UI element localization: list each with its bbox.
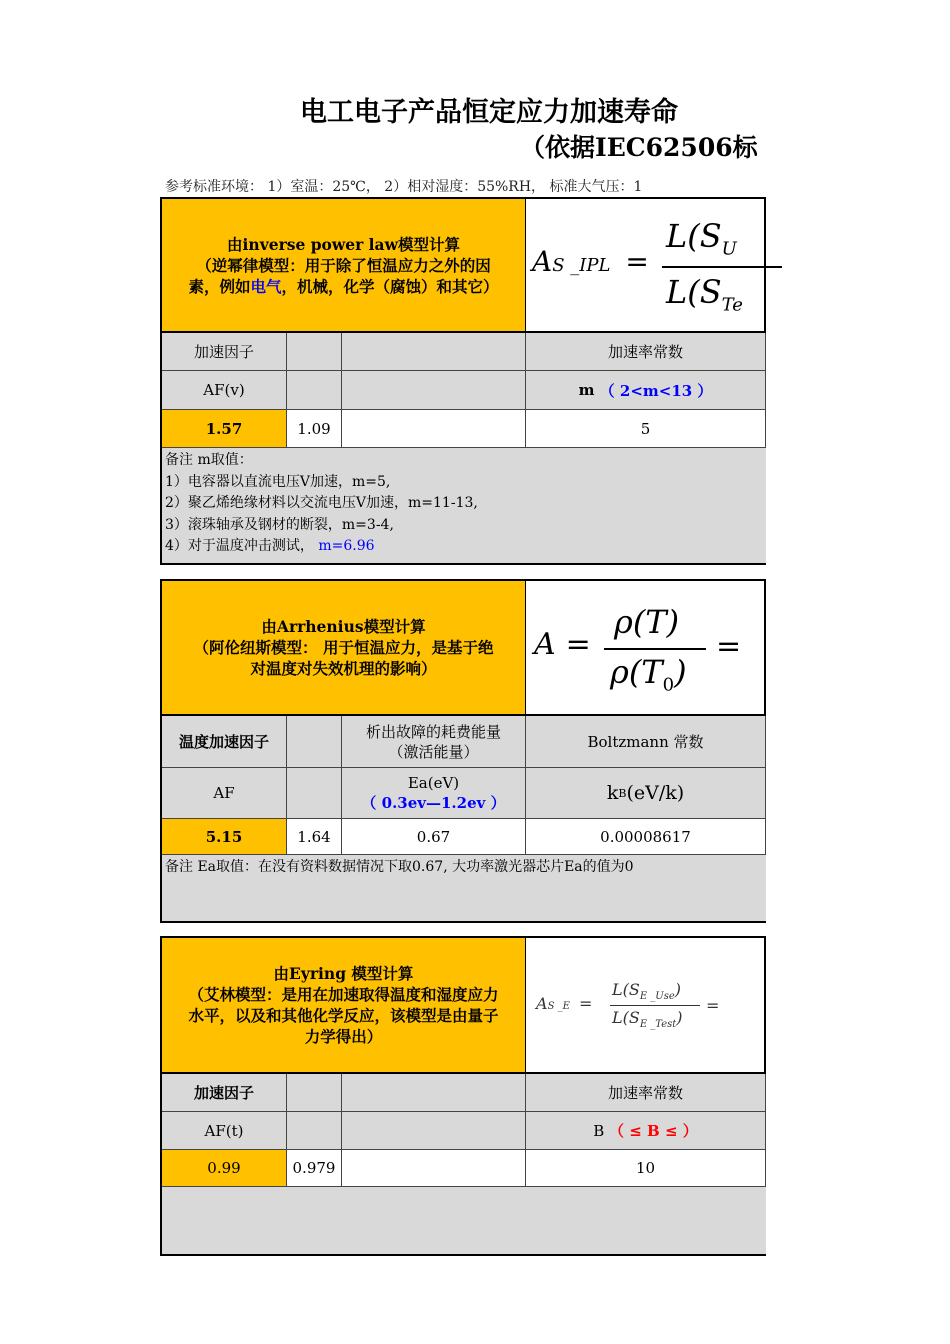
eyr-r3-c1-result: 0.99 bbox=[162, 1150, 287, 1187]
arr-r1-c3: 析出故障的耗费能量 （激活能量） bbox=[342, 716, 526, 768]
arr-header-line1: 由Arrhenius模型计算 bbox=[261, 617, 426, 636]
arr-header bbox=[160, 579, 527, 716]
ipl-r1-c2 bbox=[287, 333, 342, 371]
environment-text: 参考标准环境： 1）室温：25℃， 2）相对湿度：55%RH， 标准大气压：1 bbox=[165, 179, 643, 195]
arr-r3-c3: 0.67 bbox=[342, 819, 526, 855]
ipl-r3-c1-result: 1.57 bbox=[162, 410, 287, 448]
eyr-header-line4: 力学得出） bbox=[304, 1027, 383, 1046]
ipl-header bbox=[160, 197, 527, 333]
arr-note-0: 备注 Ea取值：在没有资料数据情况下取0.67, 大功率激光器芯片Ea的值为0 bbox=[165, 859, 634, 875]
page-subtitle: （依据IEC62506标 bbox=[520, 133, 758, 162]
eyr-header-line3: 水平，以及和其他化学反应，该模型是由量子 bbox=[188, 1006, 499, 1025]
ipl-r1-c4: 加速率常数 bbox=[526, 333, 766, 371]
eyr-r1-c1: 加速因子 bbox=[162, 1074, 287, 1112]
ipl-note-2: 2）聚乙烯绝缘材料以交流电压V加速，m=11-13, bbox=[165, 495, 478, 511]
arr-formula: A = ρ(T) $\rho(T_0)$ = bbox=[526, 579, 766, 716]
ipl-r2-c2 bbox=[287, 371, 342, 410]
arr-r1-c2 bbox=[287, 716, 342, 768]
arr-header-line3: 对温度对失效机理的影响） bbox=[250, 659, 437, 678]
arr-r2-c3: Ea(eV) （ 0.3ev—1.2ev ） bbox=[342, 768, 526, 819]
ipl-r3-c4: 5 bbox=[526, 410, 766, 448]
arr-r3-c2: 1.64 bbox=[287, 819, 342, 855]
arr-r3-c1-result: 5.15 bbox=[162, 819, 287, 855]
arr-r1-c1: 温度加速因子 bbox=[162, 716, 287, 768]
ipl-r1-c3 bbox=[342, 333, 526, 371]
ipl-note-3: 3）滚珠轴承及钢材的断裂，m=3-4, bbox=[165, 516, 394, 533]
eyr-r2-c1: AF(t) bbox=[162, 1112, 287, 1150]
eyr-r2-c2 bbox=[287, 1112, 342, 1150]
ipl-header-line3: 素，例如电气，机械，化学（腐蚀）和其它） bbox=[188, 276, 499, 296]
ipl-note-0: 备注 m取值： bbox=[165, 452, 253, 468]
eyr-notes bbox=[160, 1187, 766, 1256]
eyr-formula: AS _E = $L(S_{E \_Use})$ $L(S_{E \_Test})$ = bbox=[526, 936, 766, 1074]
page-title: 电工电子产品恒定应力加速寿命 bbox=[300, 97, 678, 128]
eyr-r2-c4: B （ ≤ B ≤ ） bbox=[526, 1112, 766, 1150]
arr-header-line2: （阿伦纽斯模型： 用于恒温应力，是基于绝 bbox=[193, 638, 494, 657]
arr-r2-c4: k B (eV/k) bbox=[526, 768, 766, 819]
arr-r2-c1: AF bbox=[162, 768, 287, 819]
eyr-r1-c4: 加速率常数 bbox=[526, 1074, 766, 1112]
ipl-r2-c3 bbox=[342, 371, 526, 410]
eyr-r1-c2 bbox=[287, 1074, 342, 1112]
ipl-notes bbox=[160, 448, 766, 565]
eyr-r3-c2: 0.979 bbox=[287, 1150, 342, 1187]
eyr-r3-c4: 10 bbox=[526, 1150, 766, 1187]
ipl-r3-c3 bbox=[342, 410, 526, 448]
arr-notes bbox=[160, 855, 766, 923]
arr-r2-c2 bbox=[287, 768, 342, 819]
ipl-formula: AS _IPL = $L(S_U$ $L(S_{Te}$ bbox=[526, 197, 766, 333]
ipl-header-line1: 由inverse power law模型计算 bbox=[227, 234, 460, 254]
ipl-r1-c1: 加速因子 bbox=[162, 333, 287, 371]
eyr-r3-c3 bbox=[342, 1150, 526, 1187]
eyr-header-line2: （艾林模型：是用在加速取得温度和湿度应力 bbox=[188, 985, 499, 1004]
eyr-r1-c3 bbox=[342, 1074, 526, 1112]
eyr-header bbox=[160, 936, 527, 1074]
eyr-header-line1: 由Eyring 模型计算 bbox=[273, 964, 414, 983]
arr-r1-c4: Boltzmann 常数 bbox=[526, 716, 766, 768]
ipl-header-line2: （逆幂律模型：用于除了恒温应力之外的因 bbox=[196, 255, 491, 275]
ipl-r2-c4: m （ 2<m<13 ） bbox=[526, 371, 766, 410]
ipl-note-1: 1）电容器以直流电压V加速，m=5, bbox=[165, 473, 391, 490]
eyr-r2-c3 bbox=[342, 1112, 526, 1150]
ipl-r3-c2: 1.09 bbox=[287, 410, 342, 448]
arr-r3-c4: 0.00008617 bbox=[526, 819, 766, 855]
ipl-r2-c1: AF(v) bbox=[162, 371, 287, 410]
ipl-note-4: 4）对于温度冲击测试， m=6.96 bbox=[165, 538, 375, 554]
